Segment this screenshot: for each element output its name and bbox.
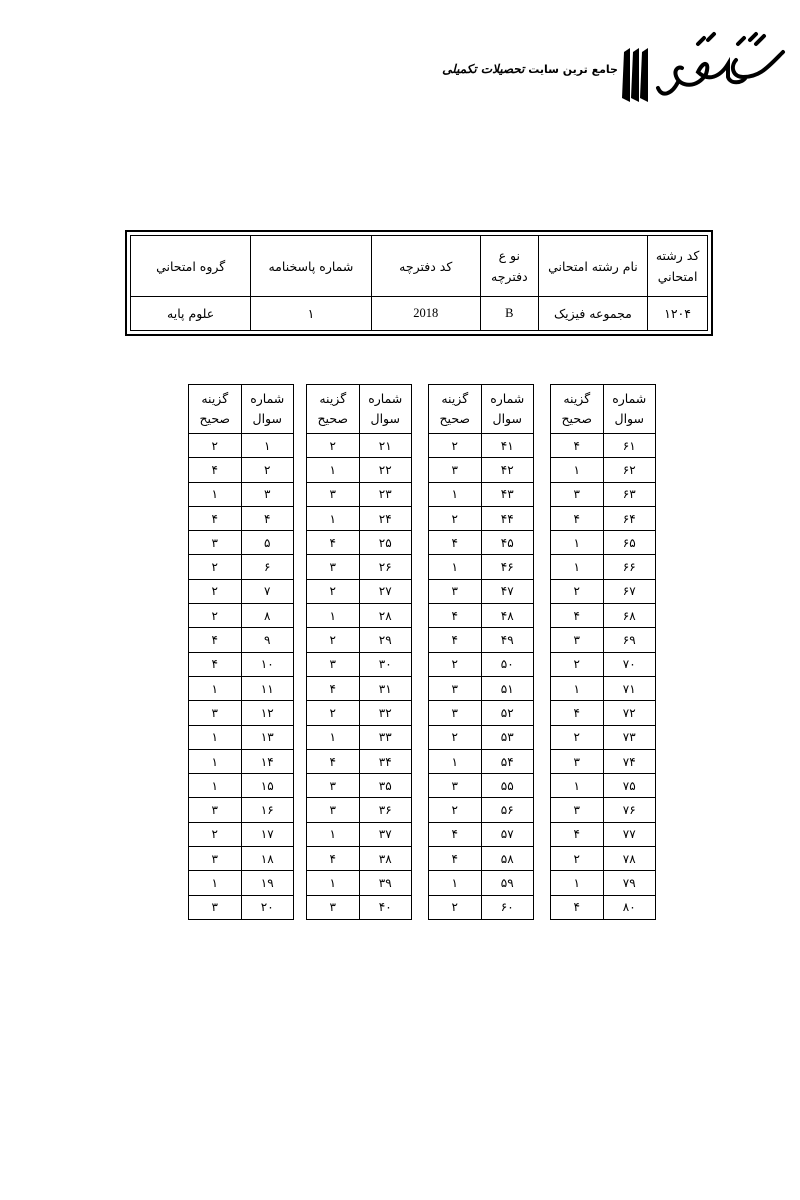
answer-row — [189, 628, 294, 652]
header-correct-option: گزينه صحيح — [307, 385, 360, 434]
answer-row — [429, 701, 534, 725]
question-number: ۷۷ — [603, 822, 656, 846]
question-number: ۳۸ — [359, 847, 412, 871]
correct-option: ۳ — [429, 458, 482, 482]
header-correct-option: گزينه صحيح — [429, 385, 482, 434]
correct-option: ۴ — [551, 701, 604, 725]
answer-header-row — [189, 385, 294, 434]
correct-option: ۳ — [551, 798, 604, 822]
answer-row — [307, 774, 412, 798]
answer-row — [551, 434, 656, 458]
correct-option: ۲ — [551, 725, 604, 749]
correct-option: ۳ — [429, 774, 482, 798]
correct-option: ۲ — [189, 434, 242, 458]
question-number: ۳۱ — [359, 676, 412, 700]
correct-option: ۳ — [429, 579, 482, 603]
correct-option: ۲ — [551, 652, 604, 676]
header-question-number: شماره سوال — [481, 385, 534, 434]
answer-row — [429, 555, 534, 579]
answer-row — [551, 798, 656, 822]
correct-option: ۱ — [307, 604, 360, 628]
answer-row — [429, 871, 534, 895]
question-number: ۱ — [241, 434, 294, 458]
info-value-row — [131, 297, 708, 331]
correct-option: ۱ — [307, 725, 360, 749]
correct-option: ۲ — [429, 506, 482, 530]
question-number: ۴۰ — [359, 895, 412, 919]
correct-option: ۱ — [551, 458, 604, 482]
question-number: ۶۴ — [603, 506, 656, 530]
answer-row — [429, 895, 534, 919]
answer-row — [307, 701, 412, 725]
correct-option: ۴ — [307, 847, 360, 871]
exam-info-frame — [125, 230, 713, 336]
answer-row — [189, 749, 294, 773]
question-number: ۷۹ — [603, 871, 656, 895]
question-number: ۱۰ — [241, 652, 294, 676]
answer-row — [307, 749, 412, 773]
question-number: ۵۳ — [481, 725, 534, 749]
answer-row — [429, 749, 534, 773]
correct-option: ۲ — [429, 798, 482, 822]
question-number: ۶۵ — [603, 531, 656, 555]
question-number: ۴۱ — [481, 434, 534, 458]
answer-row — [307, 628, 412, 652]
question-number: ۴۹ — [481, 628, 534, 652]
answer-row — [307, 895, 412, 919]
correct-option: ۲ — [307, 579, 360, 603]
question-number: ۳۲ — [359, 701, 412, 725]
answer-row — [189, 482, 294, 506]
answer-row — [189, 701, 294, 725]
correct-option: ۴ — [551, 822, 604, 846]
answer-block-1 — [188, 384, 294, 920]
correct-option: ۱ — [551, 871, 604, 895]
question-number: ۴۲ — [481, 458, 534, 482]
logo-tagline-script: تحصیلات تکمیلی — [442, 62, 525, 76]
answer-block-3 — [428, 384, 534, 920]
correct-option: ۳ — [307, 798, 360, 822]
correct-option: ۴ — [189, 506, 242, 530]
answer-row — [189, 847, 294, 871]
question-number: ۲۹ — [359, 628, 412, 652]
correct-option: ۱ — [429, 871, 482, 895]
answer-row — [429, 531, 534, 555]
question-number: ۲۸ — [359, 604, 412, 628]
question-number: ۷۱ — [603, 676, 656, 700]
question-number: ۱۷ — [241, 822, 294, 846]
answer-row — [189, 895, 294, 919]
answer-row — [189, 871, 294, 895]
answer-row — [429, 506, 534, 530]
answer-row — [307, 482, 412, 506]
correct-option: ۲ — [429, 895, 482, 919]
answer-row — [189, 579, 294, 603]
answer-row — [429, 458, 534, 482]
correct-option: ۲ — [189, 555, 242, 579]
question-number: ۵۱ — [481, 676, 534, 700]
question-number: ۵۸ — [481, 847, 534, 871]
answer-row — [307, 506, 412, 530]
correct-option: ۱ — [429, 482, 482, 506]
question-number: ۴۵ — [481, 531, 534, 555]
answer-row — [429, 434, 534, 458]
question-number: ۴ — [241, 506, 294, 530]
info-value-field-name: مجموعه فيزيک — [538, 297, 647, 331]
answer-header-row — [429, 385, 534, 434]
question-number: ۶۶ — [603, 555, 656, 579]
question-number: ۱۳ — [241, 725, 294, 749]
question-number: ۶ — [241, 555, 294, 579]
question-number: ۲۳ — [359, 482, 412, 506]
question-number: ۶۲ — [603, 458, 656, 482]
correct-option: ۳ — [307, 774, 360, 798]
correct-option: ۳ — [189, 798, 242, 822]
answer-row — [307, 555, 412, 579]
question-number: ۳۵ — [359, 774, 412, 798]
answer-row — [551, 458, 656, 482]
answer-row — [551, 604, 656, 628]
correct-option: ۲ — [551, 847, 604, 871]
header-question-number: شماره سوال — [359, 385, 412, 434]
question-number: ۱۸ — [241, 847, 294, 871]
answer-row — [189, 434, 294, 458]
correct-option: ۱ — [307, 506, 360, 530]
correct-option: ۱ — [189, 725, 242, 749]
info-value-booklet-code: 2018 — [371, 297, 480, 331]
question-number: ۶۰ — [481, 895, 534, 919]
question-number: ۱۶ — [241, 798, 294, 822]
correct-option: ۱ — [551, 774, 604, 798]
answer-row — [429, 482, 534, 506]
answer-row — [307, 579, 412, 603]
answer-row — [551, 701, 656, 725]
question-number: ۶۷ — [603, 579, 656, 603]
logo-tagline — [442, 62, 618, 76]
header-correct-option: گزينه صحيح — [551, 385, 604, 434]
question-number: ۳۰ — [359, 652, 412, 676]
info-header-booklet-code: كد دفترچه — [371, 236, 480, 297]
answer-row — [551, 774, 656, 798]
answer-row — [429, 676, 534, 700]
correct-option: ۳ — [189, 701, 242, 725]
question-number: ۴۶ — [481, 555, 534, 579]
correct-option: ۳ — [307, 895, 360, 919]
correct-option: ۴ — [189, 628, 242, 652]
question-number: ۷۶ — [603, 798, 656, 822]
correct-option: ۲ — [429, 434, 482, 458]
question-number: ۱۴ — [241, 749, 294, 773]
logo-bars-icon — [620, 46, 650, 102]
correct-option: ۲ — [307, 628, 360, 652]
correct-option: ۳ — [551, 628, 604, 652]
question-number: ۲۰ — [241, 895, 294, 919]
answer-row — [189, 458, 294, 482]
answer-row — [189, 798, 294, 822]
question-number: ۱۲ — [241, 701, 294, 725]
question-number: ۵۵ — [481, 774, 534, 798]
correct-option: ۲ — [307, 701, 360, 725]
correct-option: ۲ — [551, 579, 604, 603]
info-value-answer-sheet: ۱ — [251, 297, 371, 331]
answer-row — [307, 652, 412, 676]
correct-option: ۳ — [551, 749, 604, 773]
answer-row — [551, 652, 656, 676]
question-number: ۷۳ — [603, 725, 656, 749]
answer-row — [551, 847, 656, 871]
question-number: ۲۲ — [359, 458, 412, 482]
correct-option: ۴ — [307, 749, 360, 773]
correct-option: ۲ — [189, 604, 242, 628]
question-number: ۵ — [241, 531, 294, 555]
question-number: ۵۷ — [481, 822, 534, 846]
correct-option: ۴ — [189, 652, 242, 676]
answer-row — [189, 555, 294, 579]
answer-row — [189, 774, 294, 798]
correct-option: ۴ — [429, 847, 482, 871]
correct-option: ۴ — [189, 458, 242, 482]
answer-row — [551, 822, 656, 846]
question-number: ۲۴ — [359, 506, 412, 530]
question-number: ۴۳ — [481, 482, 534, 506]
question-number: ۶۸ — [603, 604, 656, 628]
answer-row — [189, 506, 294, 530]
question-number: ۵۲ — [481, 701, 534, 725]
correct-option: ۱ — [189, 749, 242, 773]
correct-option: ۴ — [307, 531, 360, 555]
answer-table — [188, 384, 294, 920]
info-header-booklet-type: نو ع دفترچه — [480, 236, 538, 297]
question-number: ۵۰ — [481, 652, 534, 676]
correct-option: ۴ — [307, 676, 360, 700]
info-value-booklet-type: B — [480, 297, 538, 331]
question-number: ۲۶ — [359, 555, 412, 579]
question-number: ۶۳ — [603, 482, 656, 506]
answer-row — [429, 798, 534, 822]
question-number: ۲۷ — [359, 579, 412, 603]
correct-option: ۳ — [551, 482, 604, 506]
correct-option: ۴ — [551, 604, 604, 628]
question-number: ۵۹ — [481, 871, 534, 895]
header-correct-option: گزينه صحيح — [189, 385, 242, 434]
correct-option: ۳ — [307, 482, 360, 506]
answer-row — [307, 531, 412, 555]
question-number: ۷۲ — [603, 701, 656, 725]
question-number: ۳ — [241, 482, 294, 506]
answer-row — [189, 652, 294, 676]
answer-row — [189, 531, 294, 555]
answer-row — [307, 458, 412, 482]
question-number: ۷۴ — [603, 749, 656, 773]
answer-row — [307, 871, 412, 895]
question-number: ۳۴ — [359, 749, 412, 773]
question-number: ۳۷ — [359, 822, 412, 846]
info-value-exam-group: علوم پايه — [131, 297, 251, 331]
answer-row — [307, 676, 412, 700]
correct-option: ۴ — [429, 628, 482, 652]
question-number: ۶۱ — [603, 434, 656, 458]
correct-option: ۴ — [429, 604, 482, 628]
correct-option: ۳ — [189, 847, 242, 871]
answer-row — [429, 652, 534, 676]
answer-row — [551, 482, 656, 506]
correct-option: ۲ — [189, 579, 242, 603]
answer-row — [189, 822, 294, 846]
answer-row — [429, 579, 534, 603]
correct-option: ۱ — [551, 555, 604, 579]
question-number: ۳۶ — [359, 798, 412, 822]
answer-row — [189, 604, 294, 628]
question-number: ۴۷ — [481, 579, 534, 603]
question-number: ۵۴ — [481, 749, 534, 773]
question-number: ۷۰ — [603, 652, 656, 676]
answer-row — [551, 531, 656, 555]
question-number: ۷ — [241, 579, 294, 603]
question-number: ۱۵ — [241, 774, 294, 798]
correct-option: ۲ — [307, 434, 360, 458]
correct-option: ۱ — [307, 822, 360, 846]
logo — [442, 22, 788, 112]
answer-row — [429, 628, 534, 652]
answer-block-2 — [306, 384, 412, 920]
answer-row — [551, 725, 656, 749]
correct-option: ۲ — [429, 725, 482, 749]
answer-row — [307, 434, 412, 458]
question-number: ۳۹ — [359, 871, 412, 895]
answer-row — [307, 847, 412, 871]
info-value-field-code: ۱۲۰۴ — [648, 297, 708, 331]
correct-option: ۱ — [551, 676, 604, 700]
correct-option: ۴ — [429, 531, 482, 555]
correct-option: ۱ — [551, 531, 604, 555]
question-number: ۱۱ — [241, 676, 294, 700]
exam-info-table — [130, 235, 708, 331]
question-number: ۲۵ — [359, 531, 412, 555]
answer-row — [429, 822, 534, 846]
answer-row — [307, 798, 412, 822]
answer-row — [551, 628, 656, 652]
correct-option: ۲ — [189, 822, 242, 846]
correct-option: ۲ — [429, 652, 482, 676]
answer-row — [429, 725, 534, 749]
answer-row — [307, 725, 412, 749]
question-number: ۵۶ — [481, 798, 534, 822]
correct-option: ۳ — [429, 701, 482, 725]
question-number: ۲۱ — [359, 434, 412, 458]
question-number: ۴۸ — [481, 604, 534, 628]
header-question-number: شماره سوال — [241, 385, 294, 434]
correct-option: ۳ — [429, 676, 482, 700]
logo-tagline-text: جامع ترین سایت — [528, 63, 618, 76]
correct-option: ۱ — [429, 749, 482, 773]
correct-option: ۱ — [189, 676, 242, 700]
answer-row — [551, 895, 656, 919]
correct-option: ۱ — [189, 871, 242, 895]
answer-table — [550, 384, 656, 920]
answer-row — [551, 506, 656, 530]
info-header-field-name: نام رشته امتحاني — [538, 236, 647, 297]
answer-row — [429, 774, 534, 798]
question-number: ۷۸ — [603, 847, 656, 871]
answer-row — [429, 847, 534, 871]
question-number: ۲ — [241, 458, 294, 482]
question-number: ۸۰ — [603, 895, 656, 919]
correct-option: ۴ — [551, 506, 604, 530]
answer-table — [428, 384, 534, 920]
question-number: ۹ — [241, 628, 294, 652]
answer-row — [307, 822, 412, 846]
correct-option: ۱ — [189, 482, 242, 506]
answer-row — [551, 676, 656, 700]
answer-row — [551, 749, 656, 773]
correct-option: ۳ — [307, 652, 360, 676]
answer-block-4 — [550, 384, 656, 920]
correct-option: ۳ — [189, 531, 242, 555]
answer-table — [306, 384, 412, 920]
correct-option: ۱ — [189, 774, 242, 798]
answer-row — [429, 604, 534, 628]
correct-option: ۳ — [189, 895, 242, 919]
question-number: ۱۹ — [241, 871, 294, 895]
question-number: ۷۵ — [603, 774, 656, 798]
answer-row — [551, 579, 656, 603]
answer-header-row — [307, 385, 412, 434]
answer-row — [307, 604, 412, 628]
correct-option: ۴ — [429, 822, 482, 846]
logo-script-mark — [638, 22, 788, 102]
question-number: ۳۳ — [359, 725, 412, 749]
info-header-exam-group: گروه امتحاني — [131, 236, 251, 297]
correct-option: ۴ — [551, 434, 604, 458]
correct-option: ۳ — [307, 555, 360, 579]
info-header-field-code: كد رشته امتحاني — [648, 236, 708, 297]
correct-option: ۱ — [307, 871, 360, 895]
question-number: ۶۹ — [603, 628, 656, 652]
answer-row — [189, 725, 294, 749]
answer-header-row — [551, 385, 656, 434]
header-question-number: شماره سوال — [603, 385, 656, 434]
correct-option: ۱ — [307, 458, 360, 482]
info-header-row — [131, 236, 708, 297]
answer-row — [551, 871, 656, 895]
info-header-answer-sheet: شماره پاسخنامه — [251, 236, 371, 297]
answer-row — [551, 555, 656, 579]
correct-option: ۴ — [551, 895, 604, 919]
question-number: ۸ — [241, 604, 294, 628]
answer-row — [189, 676, 294, 700]
question-number: ۴۴ — [481, 506, 534, 530]
correct-option: ۱ — [429, 555, 482, 579]
